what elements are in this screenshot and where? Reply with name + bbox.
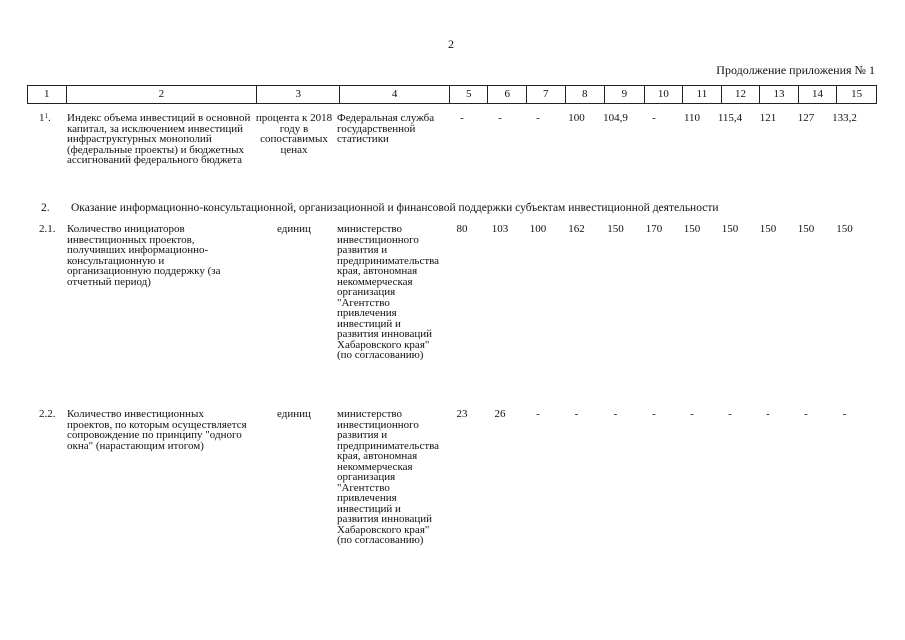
table-row <box>27 113 877 166</box>
continuation-label: Продолжение приложения № 1 <box>716 63 875 77</box>
value-cell: 150 <box>607 223 624 235</box>
value-cell: - <box>652 112 656 124</box>
value-cell: 150 <box>721 223 739 235</box>
value-cell: - <box>766 408 770 420</box>
responsible-org: министерство инвестиционного развития и предпринимательства края, автономная некоммерческая организация "Агентство привлечения инвестиций и развития инноваций Хабаровского края" (по согласованию) <box>337 223 440 361</box>
value-cell: 133,2 <box>832 112 857 124</box>
value-cell: 100 <box>568 112 585 124</box>
value-cell: 104,9 <box>603 112 628 124</box>
header-cell: 10 <box>644 86 683 104</box>
header-row <box>28 86 877 104</box>
indicator-name: Индекс объема инвестиций в основной капитал, за исключением инвестиций инфраструктурных монополий (федеральные проекты) и бюджетных ассигнований федерального бюджета <box>67 112 251 166</box>
indicator-name: Количество инициаторов инвестиционных проектов, получивших информационно-консультационную и организационную поддержку (за отчетный период) <box>67 223 221 288</box>
value-cell: - <box>613 408 618 420</box>
header-cell: 7 <box>527 86 566 104</box>
value-cell: 100 <box>529 223 547 235</box>
column-header-table <box>27 85 877 104</box>
value-cell: - <box>536 408 540 420</box>
header-cell: 5 <box>449 86 488 104</box>
value-cell: 23 <box>456 408 468 420</box>
value-cell: - <box>574 408 579 420</box>
section-number: 2. <box>41 202 50 214</box>
value-cell: 121 <box>759 112 777 124</box>
header-cell: 13 <box>760 86 799 104</box>
table-row <box>27 224 877 361</box>
row-number: $1^1$. <box>39 112 51 124</box>
indicator-name: Количество инвестиционных проектов, по которым осуществляется сопровождение по принципу "одного окна" (нарастающим итогом) <box>67 408 247 452</box>
value-cell: 170 <box>645 223 663 235</box>
value-cell: 115,4 <box>717 112 743 124</box>
responsible-org: министерство инвестиционного развития и предпринимательства края, автономная некоммерческая организация "Агентство привлечения инвестиций и развития инноваций Хабаровского края" (по согласованию) <box>337 408 440 546</box>
header-cell: 8 <box>565 86 605 104</box>
value-cell: 103 <box>491 223 509 235</box>
header-cell: 3 <box>257 86 340 104</box>
value-cell: - <box>460 112 464 124</box>
header-cell: 4 <box>340 86 450 104</box>
header-cell: 1 <box>28 86 67 104</box>
header-cell: 12 <box>721 86 760 104</box>
header-cell: 9 <box>605 86 645 104</box>
page-number: 2 <box>448 37 454 51</box>
header-cell: 11 <box>683 86 722 104</box>
value-cell: 150 <box>836 223 853 235</box>
row-number: 2.1. <box>39 223 56 235</box>
value-cell: - <box>536 112 540 124</box>
value-cell: 150 <box>797 223 815 235</box>
value-cell: 80 <box>456 223 468 235</box>
value-cell: 26 <box>494 408 506 420</box>
value-cell: 150 <box>683 223 701 235</box>
table-row <box>27 409 877 546</box>
value-cell: - <box>498 112 502 124</box>
section-title: Оказание информационно-консультационной, организационной и финансовой поддержки субъектам инвестиционной деятельности <box>71 202 719 214</box>
header-cell: 14 <box>798 86 837 104</box>
value-cell: 162 <box>568 223 585 235</box>
value-cell: 110 <box>683 112 701 124</box>
header-cell: 2 <box>66 86 257 104</box>
value-cell: - <box>842 408 847 420</box>
value-cell: 150 <box>759 223 777 235</box>
value-cell: - <box>728 408 732 420</box>
value-cell: - <box>804 408 808 420</box>
responsible-org: Федеральная служба государственной статистики <box>337 112 435 145</box>
value-cell: 127 <box>797 112 815 124</box>
unit-cell: единиц <box>277 223 311 235</box>
row-number: 2.2. <box>39 408 56 420</box>
header-cell: 6 <box>488 86 527 104</box>
value-cell: - <box>690 408 694 420</box>
value-cell: - <box>652 408 656 420</box>
unit-cell: процента к 2018 году в сопоставимых ценах <box>255 112 333 156</box>
unit-cell: единиц <box>277 408 311 420</box>
header-cell: 15 <box>837 86 877 104</box>
